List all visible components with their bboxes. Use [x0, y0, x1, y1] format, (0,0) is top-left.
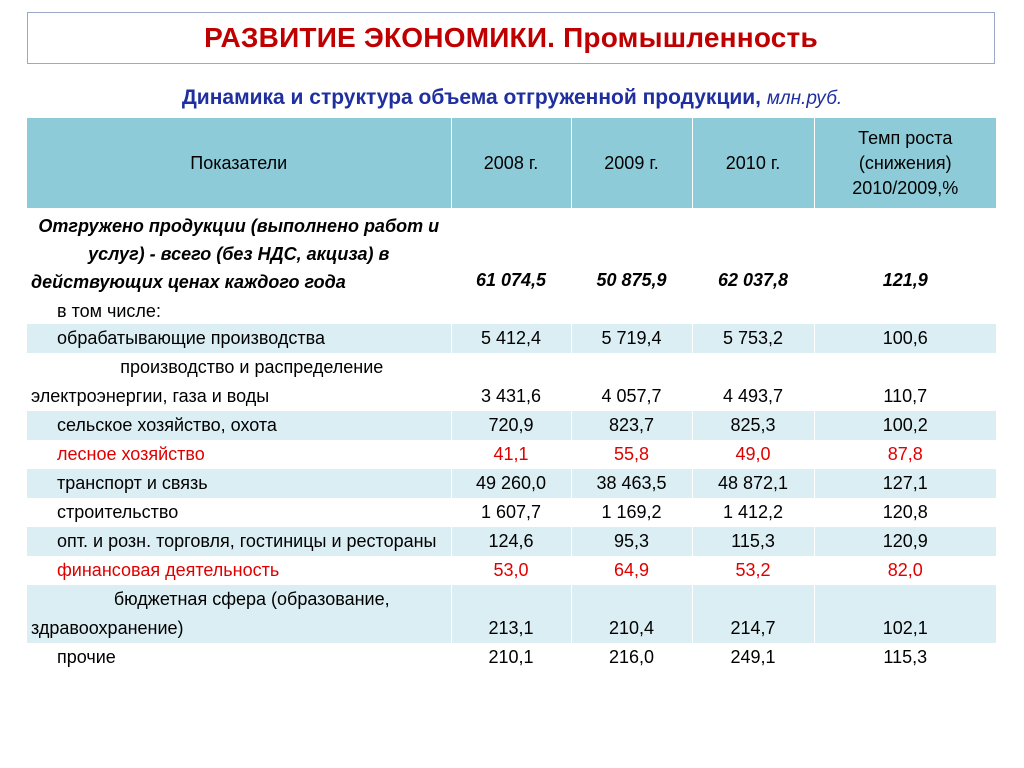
- table-row: [27, 324, 996, 353]
- row-value-2010: 115,3: [692, 527, 814, 556]
- row-value-2010: 4 493,7: [692, 353, 814, 411]
- header-2010: 2010 г.: [692, 118, 814, 208]
- total-growth: 121,9: [814, 208, 996, 298]
- row-label: опт. и розн. торговля, гостиницы и рестораны: [27, 527, 451, 556]
- row-value-growth: 127,1: [814, 469, 996, 498]
- row-value-2009: 823,7: [571, 411, 692, 440]
- row-label: производство и распределение электроэнергии, газа и воды: [27, 353, 451, 411]
- table-row: [27, 643, 996, 672]
- row-value-2010: 214,7: [692, 585, 814, 643]
- header-2008: 2008 г.: [451, 118, 571, 208]
- table-row: [27, 353, 996, 411]
- row-label: строительство: [27, 498, 451, 527]
- row-label: бюджетная сфера (образование, здравоохранение): [27, 585, 451, 643]
- total-label: Отгружено продукции (выполнено работ и услуг) - всего (без НДС, акциза) в действующих ценах каждого года: [27, 208, 451, 298]
- row-value-2008: 720,9: [451, 411, 571, 440]
- row-value-2008: 41,1: [451, 440, 571, 469]
- row-value-2009: 5 719,4: [571, 324, 692, 353]
- table-row: [27, 469, 996, 498]
- table-caption: [0, 86, 1024, 110]
- row-value-2010: 49,0: [692, 440, 814, 469]
- title-box: [27, 12, 995, 64]
- row-value-growth: 120,9: [814, 527, 996, 556]
- total-2008: 61 074,5: [451, 208, 571, 298]
- total-2009: 50 875,9: [571, 208, 692, 298]
- row-value-2008: 3 431,6: [451, 353, 571, 411]
- row-value-2010: 825,3: [692, 411, 814, 440]
- caption-unit: млн.руб.: [766, 88, 843, 109]
- row-value-2008: 124,6: [451, 527, 571, 556]
- row-value-2008: 49 260,0: [451, 469, 571, 498]
- table-row: [27, 585, 996, 643]
- row-value-2008: 210,1: [451, 643, 571, 672]
- including-label: в том числе:: [27, 298, 451, 324]
- row-label: транспорт и связь: [27, 469, 451, 498]
- row-label: финансовая деятельность: [27, 556, 451, 585]
- row-label: прочие: [27, 643, 451, 672]
- including-row: [27, 298, 996, 324]
- row-value-2010: 48 872,1: [692, 469, 814, 498]
- total-2010: 62 037,8: [692, 208, 814, 298]
- row-value-growth: 100,2: [814, 411, 996, 440]
- row-value-2008: 1 607,7: [451, 498, 571, 527]
- page-title: РАЗВИТИЕ ЭКОНОМИКИ. Промышленность: [204, 22, 818, 53]
- row-value-2009: 210,4: [571, 585, 692, 643]
- row-value-growth: 120,8: [814, 498, 996, 527]
- production-table: [27, 118, 996, 672]
- row-value-2009: 38 463,5: [571, 469, 692, 498]
- table-row: [27, 556, 996, 585]
- row-value-2009: 55,8: [571, 440, 692, 469]
- row-value-2009: 95,3: [571, 527, 692, 556]
- header-row: [27, 118, 996, 208]
- row-value-2009: 4 057,7: [571, 353, 692, 411]
- table-row: [27, 411, 996, 440]
- row-value-2008: 5 412,4: [451, 324, 571, 353]
- total-row: [27, 208, 996, 298]
- caption-text: Динамика и структура объема отгруженной продукции,: [181, 86, 762, 109]
- row-value-2010: 5 753,2: [692, 324, 814, 353]
- row-value-growth: 87,8: [814, 440, 996, 469]
- row-value-growth: 82,0: [814, 556, 996, 585]
- row-value-2008: 53,0: [451, 556, 571, 585]
- table-row: [27, 440, 996, 469]
- row-label: обрабатывающие производства: [27, 324, 451, 353]
- row-value-2009: 1 169,2: [571, 498, 692, 527]
- header-2009: 2009 г.: [571, 118, 692, 208]
- row-value-2009: 64,9: [571, 556, 692, 585]
- row-value-growth: 100,6: [814, 324, 996, 353]
- row-value-2009: 216,0: [571, 643, 692, 672]
- row-value-growth: 110,7: [814, 353, 996, 411]
- row-label: сельское хозяйство, охота: [27, 411, 451, 440]
- row-value-2010: 53,2: [692, 556, 814, 585]
- row-value-2010: 249,1: [692, 643, 814, 672]
- row-value-growth: 102,1: [814, 585, 996, 643]
- table-row: [27, 527, 996, 556]
- header-growth-rate: Темп роста (снижения) 2010/2009,%: [814, 118, 996, 208]
- row-label: лесное хозяйство: [27, 440, 451, 469]
- table-row: [27, 498, 996, 527]
- row-value-2008: 213,1: [451, 585, 571, 643]
- row-value-growth: 115,3: [814, 643, 996, 672]
- row-value-2010: 1 412,2: [692, 498, 814, 527]
- header-indicators: Показатели: [27, 118, 451, 208]
